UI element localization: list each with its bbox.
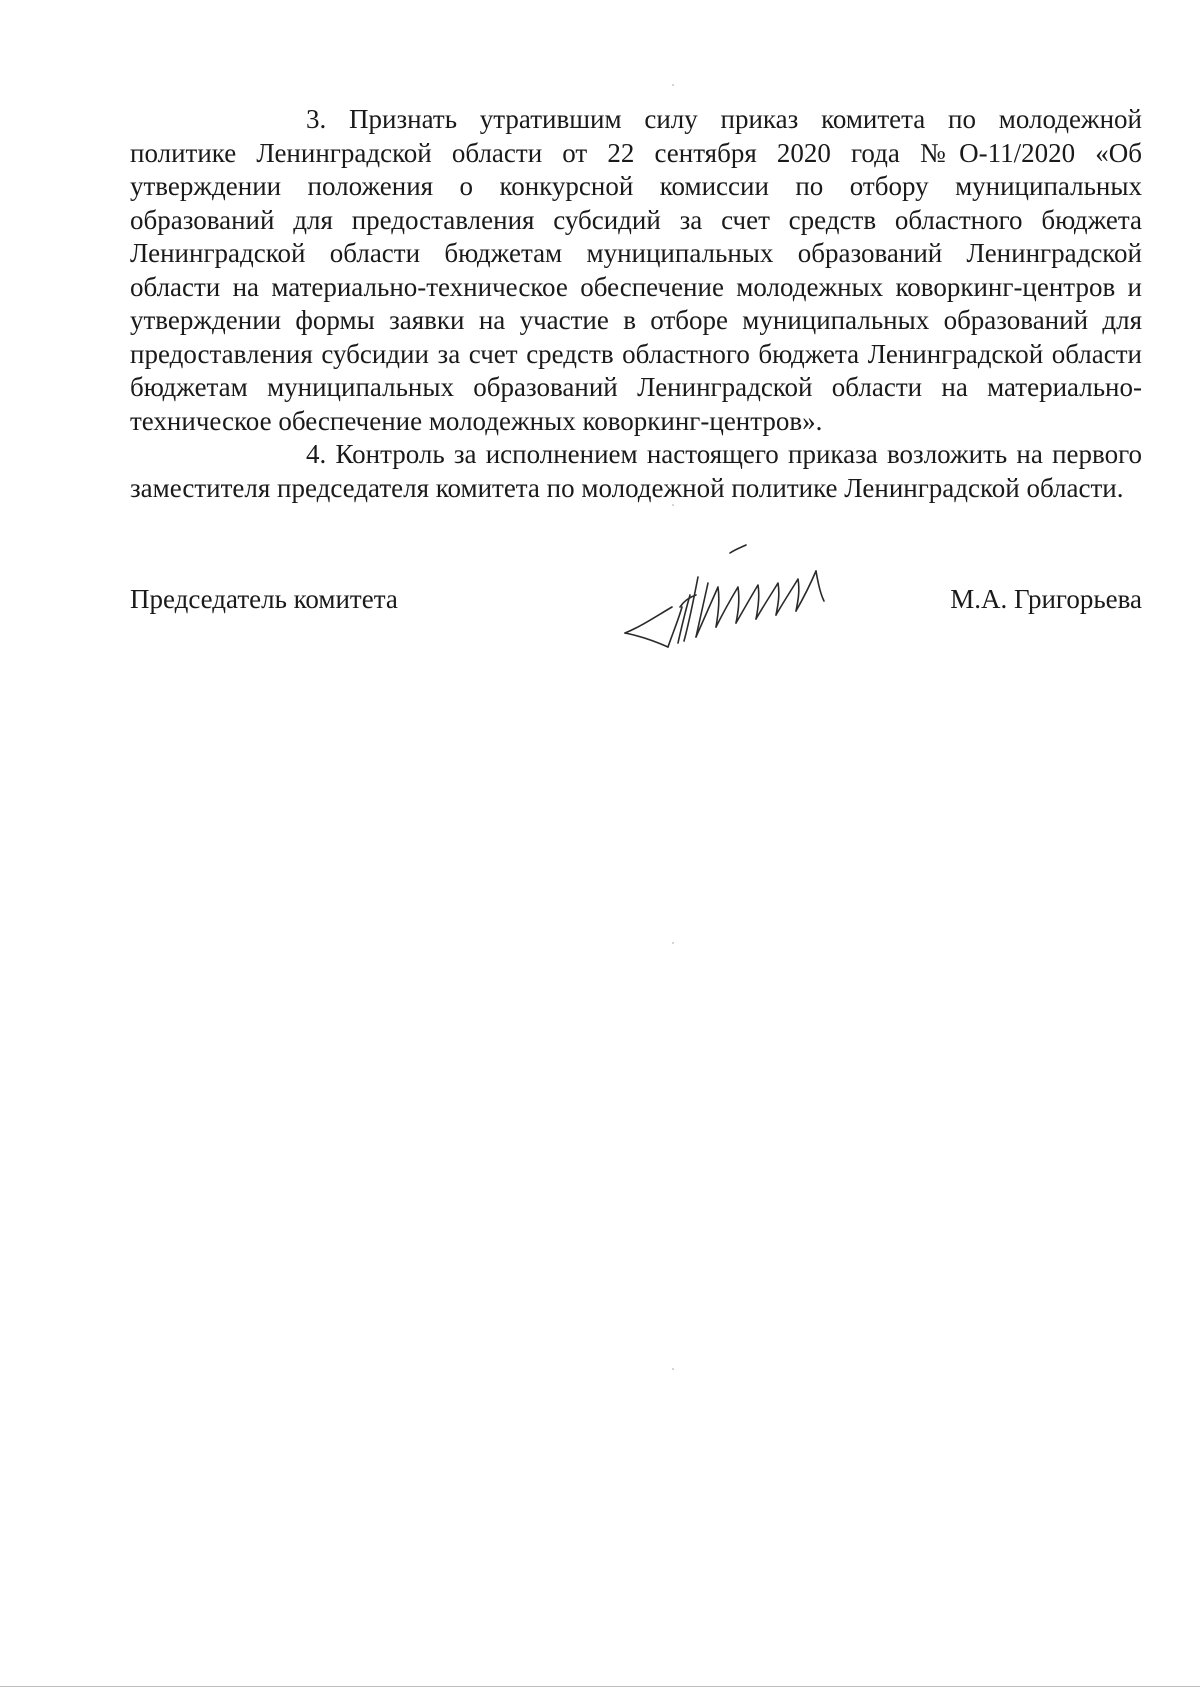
paragraph-number: 3. <box>306 104 327 134</box>
scan-speck <box>672 1368 674 1370</box>
paragraph-number: 4. <box>306 439 327 469</box>
paragraph-3 <box>130 103 1142 438</box>
paragraph-text: Контроль за исполнением настоящего приказа возложить на первого заместителя председателя комитета по молодежной политике Ленинградской области. <box>130 439 1142 503</box>
scan-edge-line <box>0 1686 1200 1687</box>
scan-speck <box>672 942 674 944</box>
scan-speck <box>672 84 674 86</box>
paragraph-4 <box>130 438 1142 505</box>
handwritten-signature-icon <box>620 535 870 660</box>
signatory-role: Председатель комитета <box>130 584 398 614</box>
signatory-name: М.А. Григорьева <box>950 584 1142 614</box>
scan-speck <box>672 504 674 506</box>
paragraph-text: Признать утратившим силу приказ комитета по молодежной политике Ленинградской области от 22 сентября 2020 года №О-11/2020 «Об утверждении положения о конкурсной комиссии по отбору муниципальных образований для предоставления субсидий за счет средств областного бюджета Ленинградской области бюджетам муниципальных образований Ленинградской области на материально-техническое обеспечение молодежных коворкинг-центров и утверждении формы заявки на участие в отборе муниципальных образований для предоставления субсидии за счет средств областного бюджета Ленинградской области бюджетам муниципальных образований Ленинградской области на материально-техническое обеспечение молодежных коворкинг-центров». <box>130 104 1142 436</box>
document-body <box>130 103 1142 505</box>
